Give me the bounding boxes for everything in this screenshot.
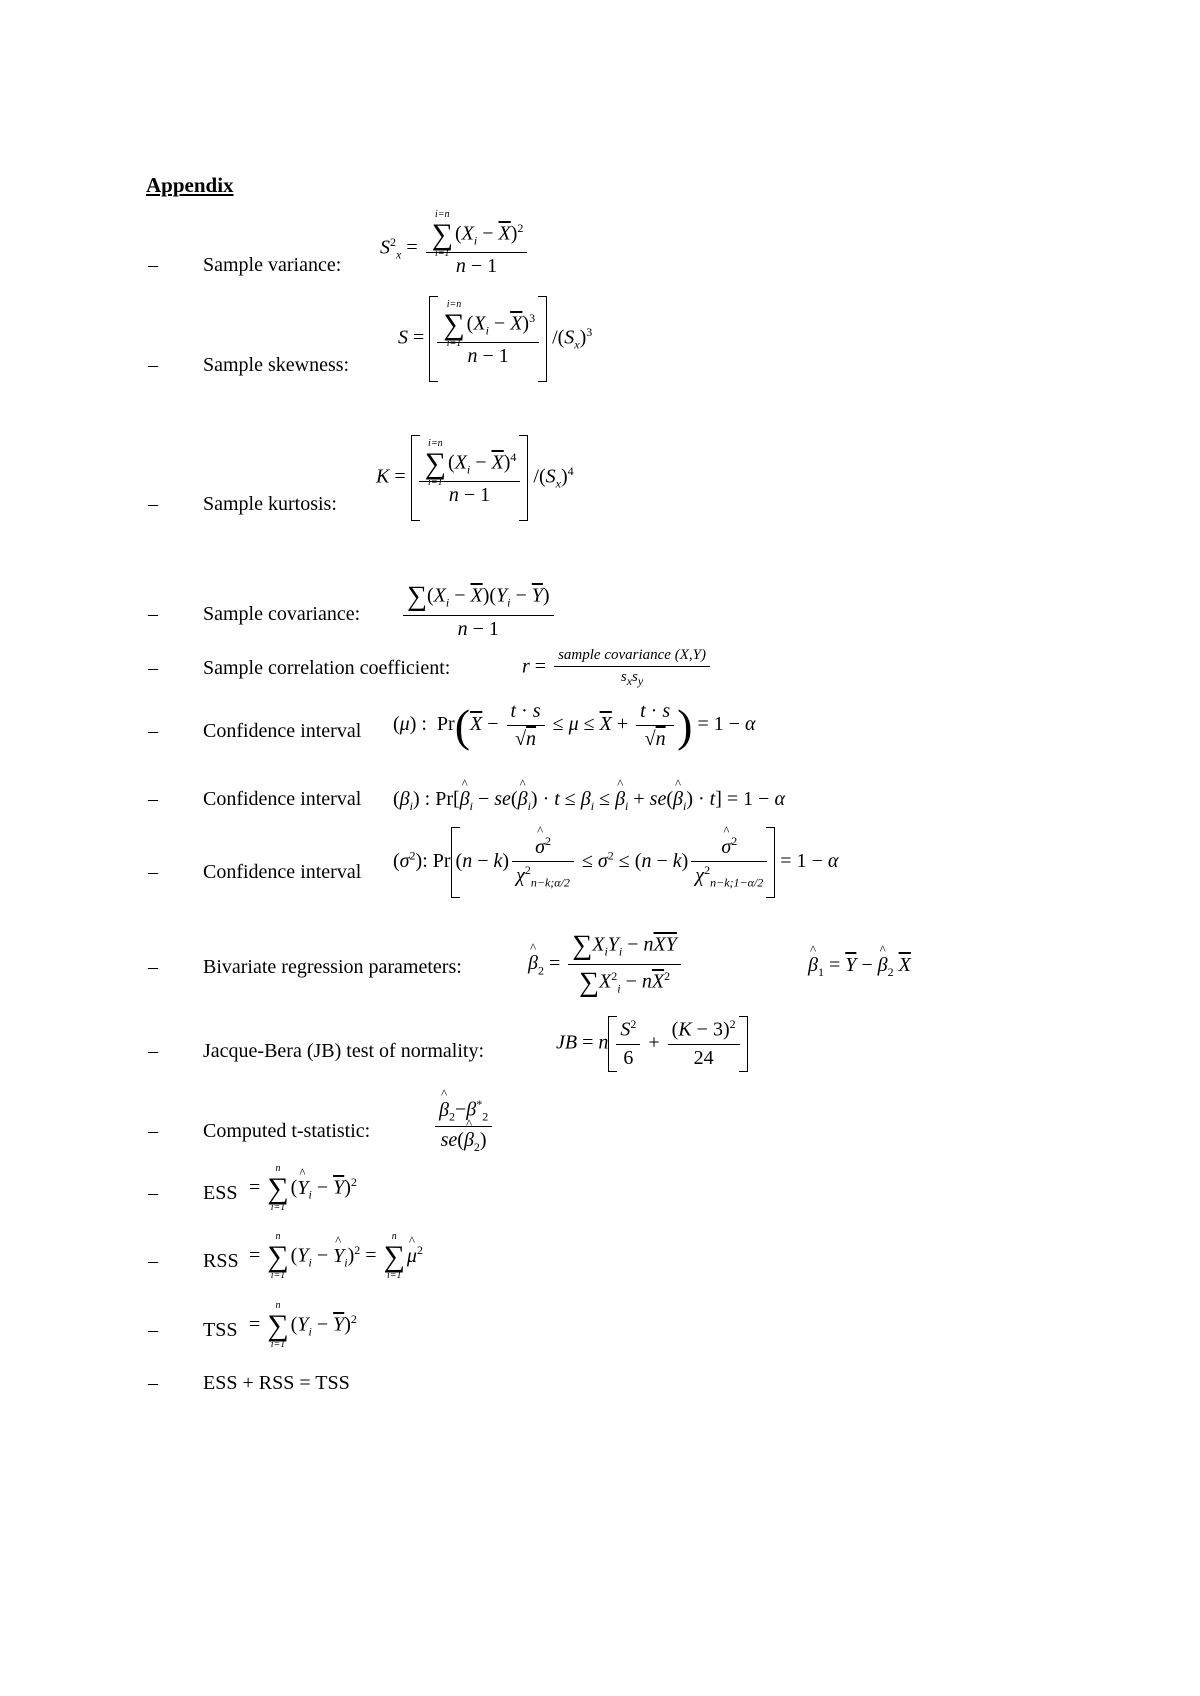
item-label: RSS bbox=[203, 1250, 239, 1272]
appendix-heading: Appendix bbox=[146, 173, 234, 197]
list-item-ci-mu bbox=[0, 700, 1200, 751]
list-item-ci-beta bbox=[0, 788, 1200, 813]
list-item-bivariate-regression bbox=[0, 930, 1200, 999]
ci-beta-formula: $(\beta_i)$ : Pr[^ $\beta_i$ − se(^ $\beta_i) \cdot t \le \beta_i$ ≤ ^ $\beta_i$ + se(^ $\beta_i) \cdot t] = 1 - \alpha$ bbox=[393, 788, 785, 814]
list-dash: – bbox=[148, 254, 158, 276]
list-dash: – bbox=[148, 657, 158, 679]
list-item-ess-rss-tss bbox=[0, 1372, 1200, 1394]
item-label: Confidence interval bbox=[203, 861, 362, 883]
item-label: Sample kurtosis: bbox=[203, 493, 337, 515]
item-label: Jacque-Bera (JB) test of normality: bbox=[203, 1040, 485, 1062]
list-item-rss bbox=[0, 1231, 1200, 1281]
list-dash: – bbox=[148, 956, 158, 978]
sample-skewness-formula: S = ∑ i=n i=1 $(X_i - \overline{X})^3$ n − 1 $/(S_x)^3$ bbox=[398, 296, 592, 382]
item-label: Sample correlation coefficient: bbox=[203, 657, 451, 679]
list-item-sample-skewness bbox=[0, 299, 1200, 376]
list-item-tss bbox=[0, 1300, 1200, 1350]
rss-formula: = ∑ n i=1 ($Y_i$ − ^ $Y_i)^2$ = ∑ n i=1 ^ $\mu^2$ bbox=[249, 1242, 423, 1272]
sample-variance-formula: $S^2_x$ = ∑ i=n i=1 $(X_i - \overline{X})^2$ n − 1 bbox=[380, 220, 530, 278]
sample-correlation-formula: r = $\frac{\text{sample covariance (X,Y)}}{s_xs_y}$ bbox=[522, 647, 713, 689]
list-item-sample-covariance bbox=[0, 581, 1200, 641]
list-dash: – bbox=[148, 1040, 158, 1062]
item-label: Sample variance: bbox=[203, 254, 342, 276]
jb-formula: JB = n $\frac{S^2}{6}$ + $\frac{(K - 3)^2}{24}$ bbox=[556, 1016, 748, 1072]
correlation-numerator: sample covariance (X,Y) bbox=[554, 647, 710, 667]
list-dash: – bbox=[148, 493, 158, 515]
item-label: Confidence interval bbox=[203, 788, 362, 810]
list-item-t-statistic bbox=[0, 1097, 1200, 1155]
list-item-sample-kurtosis bbox=[0, 438, 1200, 515]
tss-formula: = ∑ n i=1 $(Y_i - \overline{Y})^2$ bbox=[249, 1300, 357, 1350]
item-label: Computed t-statistic: bbox=[203, 1120, 371, 1142]
ci-mu-formula: (μ) : $Pr(\overline{X}$ − $\frac{t \cdot s}{√n}$ ≤ $\mu \le \overline{X}$ + $\frac{t \cdot s}{√n}$ ) = 1 − α bbox=[393, 700, 756, 751]
list-dash: – bbox=[148, 788, 158, 810]
sample-kurtosis-formula: K = ∑ i=n i=1 $(X_i - \overline{X})^4$ n − 1 $/(S_x)^4$ bbox=[376, 435, 574, 521]
list-dash: – bbox=[148, 354, 158, 376]
list-dash: – bbox=[148, 1120, 158, 1142]
list-item-sample-variance bbox=[0, 209, 1200, 277]
item-label: Sample covariance: bbox=[203, 603, 361, 625]
list-item-ess bbox=[0, 1163, 1200, 1213]
list-item-ci-sigma bbox=[0, 834, 1200, 890]
sample-covariance-formula: $\frac{\sum(X_i - \overline{X})(Y_i - \overline{Y})}{n - 1}$ bbox=[400, 581, 557, 641]
ess-formula: = ∑ n i=1 (^ $Y_i - \overline{Y})^2$ bbox=[249, 1174, 357, 1204]
ci-sigma-formula: $(\sigma^2)$: Pr (n − k) ^ $\frac{\sigma^2}{\chi^2_{n-k;\alpha/2}}$ ≤ $\sigma^2 \le (n - k)$ ^ $\frac{\sigma^2}{\chi^2_{n-k;1-\alpha/2}}$ = 1 − α bbox=[393, 827, 838, 898]
item-label: ESS bbox=[203, 1182, 238, 1204]
beta2-formula: ^ $\beta_2$ = $\frac{\sum X_iY_i - n\overline{XY}}{\sum X^2_i - n\overline{X}^2}$ bbox=[528, 930, 684, 999]
t-statistic-formula: ^ $\frac{\beta_2-\beta^*_2}{se(\^{} \beta_2)}$ bbox=[432, 1098, 495, 1155]
list-dash: – bbox=[148, 1372, 158, 1394]
beta1-formula: ^ $\beta_1 = \overline{Y}$ − ^ $\beta_2$ $\overline{X}$ bbox=[808, 954, 911, 980]
item-label: Confidence interval bbox=[203, 720, 362, 742]
list-dash: – bbox=[148, 861, 158, 883]
list-dash: – bbox=[148, 720, 158, 742]
list-dash: – bbox=[148, 1319, 158, 1341]
item-label: TSS bbox=[203, 1319, 238, 1341]
list-dash: – bbox=[148, 603, 158, 625]
list-dash: – bbox=[148, 1182, 158, 1204]
list-item-jb-test bbox=[0, 1017, 1200, 1069]
item-label: Bivariate regression parameters: bbox=[203, 956, 462, 978]
list-dash: – bbox=[148, 1250, 158, 1272]
item-label: Sample skewness: bbox=[203, 354, 350, 376]
list-item-sample-correlation bbox=[0, 647, 1200, 689]
item-label: ESS + RSS = TSS bbox=[203, 1372, 350, 1394]
